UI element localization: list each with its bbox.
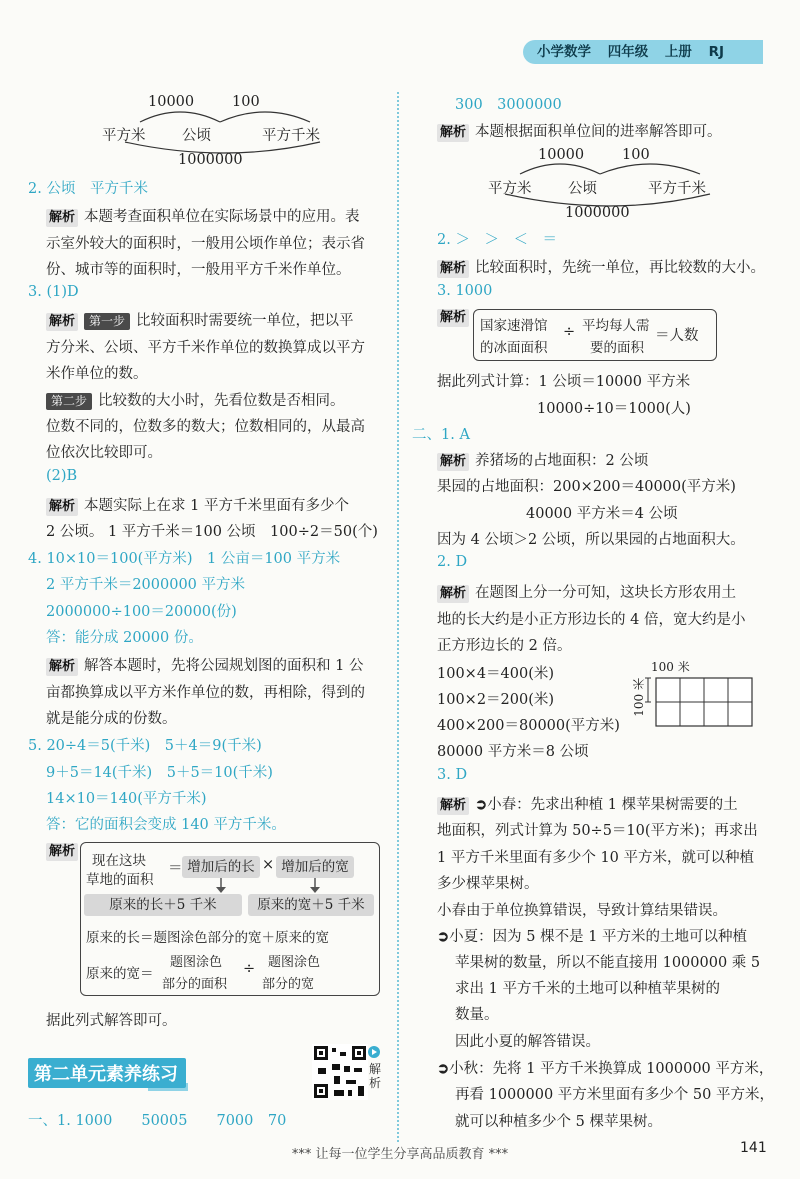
box-orig-length: 原来的长＋5 千米 xyxy=(84,894,242,916)
q5-line4: 答：它的面积会变成 140 平方千米。 xyxy=(46,817,286,833)
s2-q3-line11: ➲小秋：先将 1 平方千米换算成 1000000 平方米， xyxy=(437,1060,774,1077)
header-tab xyxy=(523,40,763,64)
s2-q2-calc4: 80000 平方米＝8 公顷 xyxy=(437,744,589,760)
r2-explain: 解析 比较面积时，先统一单位，再比较数的大小。 xyxy=(437,256,765,278)
q5-line1: 5. 20÷4＝5(千米) 5＋4＝9(千米) xyxy=(28,738,262,754)
s2-q2-line3: 正方形边长的 2 倍。 xyxy=(437,638,572,654)
box2-a2: 的冰面面积 xyxy=(480,340,548,356)
s2-q1-answer: 二、1. A xyxy=(412,427,470,443)
q4-explain-line1: 解析 解答本题时，先将公园规划图的面积和 1 公 xyxy=(46,654,363,676)
s2-q3-line5: 小春由于单位换算错误，导致计算结果错误。 xyxy=(437,903,727,919)
return-arrow-icon: ➲ xyxy=(437,1060,450,1077)
s2-q1-line3: 40000 平方米＝4 公顷 xyxy=(526,506,678,522)
r3-calc2: 10000÷10＝1000(人) xyxy=(537,401,691,417)
qr-label: 解析 xyxy=(369,1062,382,1090)
box-new-width: 增加后的宽 xyxy=(276,856,354,878)
q2-answer: 2. 公顷 平方千米 xyxy=(28,181,148,197)
box-times: × xyxy=(262,857,275,873)
arrow-down-icon xyxy=(215,878,227,894)
q2-explain-line1: 解析 本题考查面积单位在实际场景中的应用。表 xyxy=(46,205,360,227)
s2-q2-explain: 解析 在题图上分一分可知，这块长方形农用土 xyxy=(437,581,736,603)
s2-q1-line4: 因为 4 公顷＞2 公顷，所以果园的占地面积大。 xyxy=(437,532,745,548)
grid-side-label: 100 米 xyxy=(632,678,646,717)
box-r4b: 题图涂色 xyxy=(170,955,223,970)
grid-top-label: 100 米 xyxy=(651,660,690,674)
box-eq: ＝ xyxy=(168,861,183,877)
s2-q3-line4: 多少棵苹果树。 xyxy=(437,876,539,892)
step2-badge: 第二步 xyxy=(46,393,92,410)
q4-line1: 4. 10×10＝100(平方米) 1 公亩＝100 平方米 xyxy=(28,551,341,567)
diagram1-unit1: 平方米 xyxy=(102,128,146,144)
r3-calc1: 据此列式计算：1 公顷＝10000 平方米 xyxy=(437,374,691,390)
box2-result: ＝人数 xyxy=(655,328,699,344)
r2-answer: 2. ＞ ＞ ＜ ＝ xyxy=(437,232,557,248)
box2-a1: 国家速滑馆 xyxy=(480,318,548,334)
s2-q3-line7: 苹果树的数量，所以不能直接用 1000000 乘 5 xyxy=(455,955,761,971)
q3-explain-line6: 位依次比较即可。 xyxy=(46,445,162,461)
box2-div: ÷ xyxy=(563,324,576,340)
step1-badge: 第一步 xyxy=(84,313,130,330)
r1-answer: 300 3000000 xyxy=(455,97,562,113)
box-row3: 原来的长＝题图涂色部分的宽＋原来的宽 xyxy=(86,930,329,946)
q3-explain-line2: 方分米、公顷、平方千米作单位的数换算成以平方 xyxy=(46,340,365,356)
box-r4d: ÷ xyxy=(243,961,256,977)
q4-line3: 2000000÷100＝20000(份) xyxy=(46,604,237,620)
r3-tag: 解析 xyxy=(437,309,475,327)
play-circle-icon xyxy=(368,1046,380,1058)
s2-q3-line3: 1 平方千米里面有多少个 10 平方米，就可以种植 xyxy=(437,850,755,866)
box-now2: 草地的面积 xyxy=(86,872,154,888)
box-now1: 现在这块 xyxy=(92,853,146,869)
box2-b1: 平均每人需 xyxy=(582,318,650,334)
diagram2-unit3: 平方千米 xyxy=(648,181,706,197)
return-arrow-icon: ➲ xyxy=(437,928,450,945)
header-grade: 四年级 xyxy=(607,44,649,60)
footer-slogan: *** 让每一位学生分享高品质教育 *** xyxy=(291,1147,509,1162)
s2-q3-line6: ➲小夏：因为 5 棵不是 1 平方米的土地可以种植 xyxy=(437,928,748,945)
header-volume: 上册 xyxy=(664,44,692,60)
q3b-explain-line2: 2 公顷。 1 平方千米＝100 公顷 100÷2＝50(个) xyxy=(46,524,378,540)
box2-b2: 要的面积 xyxy=(590,340,644,356)
s2-q3-line8: 求出 1 平方千米的土地可以种植苹果树的 xyxy=(455,981,720,997)
diagram2-unit2: 公顷 xyxy=(568,181,597,197)
q3b-explain-line1: 解析 本题实际上在求 1 平方千米里面有多少个 xyxy=(46,494,349,516)
diagram2-unit1: 平方米 xyxy=(488,181,532,197)
s2-q3-explain: 解析 ➲小春：先求出种植 1 棵苹果树需要的土 xyxy=(437,793,738,815)
header-subject: 小学数学 xyxy=(537,44,591,60)
unit-title: 第二单元素养练习 xyxy=(28,1058,186,1088)
q2-explain-line3: 份、城市等的面积时，一般用平方千米作单位。 xyxy=(46,262,351,278)
q4-line2: 2 平方千米＝2000000 平方米 xyxy=(46,577,246,593)
diagram2-top2: 100 xyxy=(622,147,650,163)
diagram2-top1: 10000 xyxy=(538,147,585,163)
arrow-down-icon xyxy=(309,878,321,894)
diagram1-unit2: 公顷 xyxy=(182,128,211,144)
qr-code-icon xyxy=(312,1044,368,1100)
s2-q1-explain: 解析 养猪场的占地面积：2 公顷 xyxy=(437,449,648,471)
q5-line3: 14×10＝140(平方千米) xyxy=(46,791,207,807)
q5-tag: 解析 xyxy=(46,843,84,861)
q4-line4: 答：能分成 20000 份。 xyxy=(46,630,203,646)
diagram1-bottom: 1000000 xyxy=(178,152,243,168)
q3-explain-line1: 解析 第一步 比较面积时需要统一单位，把以平 xyxy=(46,309,354,331)
box-r4e: 题图涂色 xyxy=(268,955,321,970)
box-r4c: 部分的面积 xyxy=(162,977,228,992)
box-orig-width: 原来的宽＋5 千米 xyxy=(248,894,374,916)
return-arrow-icon: ➲ xyxy=(475,796,488,813)
s2-q2-line2: 地的长大约是小正方形边长的 4 倍，宽大约是小 xyxy=(437,612,746,628)
header-edition: RJ xyxy=(708,44,725,60)
page-number: 141 xyxy=(740,1140,767,1156)
s2-q2-calc2: 100×2＝200(米) xyxy=(437,692,555,708)
q4-explain-line3: 就是能分成的份数。 xyxy=(46,711,177,727)
analysis-tag: 解析 xyxy=(46,209,78,227)
q5-line2: 9＋5＝14(千米) 5＋5＝10(千米) xyxy=(46,765,273,781)
s2-q3-line2: 地面积，列式计算为 50÷5＝10(平方米)；再求出 xyxy=(437,823,758,839)
q4-explain-line2: 亩都换算成以平方米作单位的数，再相除，得到的 xyxy=(46,685,365,701)
q3-answer: 3. (1)D xyxy=(28,284,79,300)
s2-q2-answer: 2. D xyxy=(437,554,468,570)
s2-q3-answer: 3. D xyxy=(437,767,468,783)
q3-explain-line3: 米作单位的数。 xyxy=(46,366,148,382)
s2-q3-line10: 因此小夏的解答错误。 xyxy=(455,1034,600,1050)
s2-q3-line9: 数量。 xyxy=(455,1007,499,1023)
s2-q3-line12: 再看 1000000 平方米里面有多少个 50 平方米， xyxy=(455,1087,774,1103)
diagram2-bottom: 1000000 xyxy=(565,205,630,221)
s2-q2-calc1: 100×4＝400(米) xyxy=(437,666,555,682)
q3-explain-line4: 第二步 比较数的大小时，先看位数是否相同。 xyxy=(46,389,345,410)
q3-explain-line5: 位数不同的，位数多的数大；位数相同的，从最高 xyxy=(46,419,365,435)
s2-q1-line2: 果园的占地面积：200×200＝40000(平方米) xyxy=(437,479,736,495)
diagram1-top1: 10000 xyxy=(148,94,195,110)
diagram1-unit3: 平方千米 xyxy=(262,128,320,144)
first-answers: 一、1. 1000 50005 7000 70 xyxy=(28,1113,287,1129)
q5-end: 据此列式解答即可。 xyxy=(46,1013,177,1029)
land-grid-figure xyxy=(640,664,760,744)
q2-explain-line2: 示室外较大的面积时，一般用公顷作单位；表示省 xyxy=(46,236,365,252)
box-r4a: 原来的宽＝ xyxy=(86,966,154,982)
box-r4f: 部分的宽 xyxy=(262,977,315,992)
q3b-answer: (2)B xyxy=(46,468,78,484)
s2-q3-line13: 就可以种植多少个 5 棵苹果树。 xyxy=(455,1114,662,1130)
r3-answer: 3. 1000 xyxy=(437,283,493,299)
column-divider xyxy=(397,92,399,1142)
s2-q2-calc3: 400×200＝80000(平方米) xyxy=(437,718,620,734)
diagram1-top2: 100 xyxy=(232,94,260,110)
r1-explain: 解析 本题根据面积单位间的进率解答即可。 xyxy=(437,120,722,142)
box-new-length: 增加后的长 xyxy=(182,856,260,878)
